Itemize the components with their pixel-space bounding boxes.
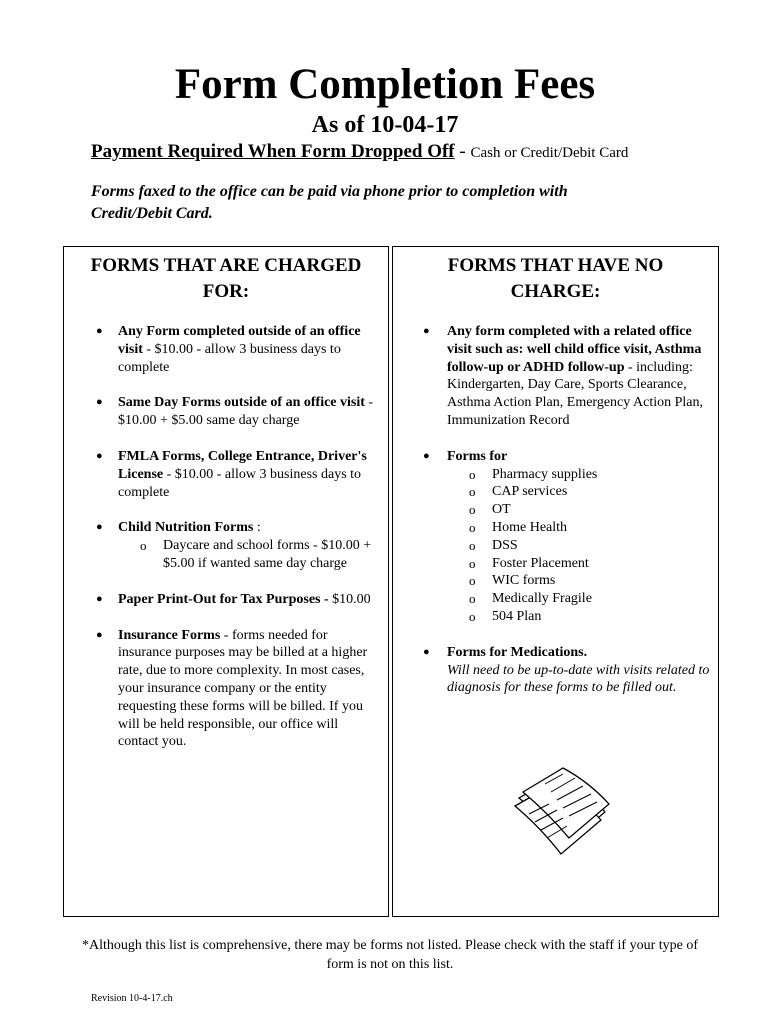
sub-list-item: o DSS <box>447 537 712 555</box>
item-title: Child Nutrition Forms <box>118 520 254 536</box>
item-title: Forms for Medications. <box>447 644 588 660</box>
list-item <box>64 394 388 430</box>
item-title: Any Form completed outside of an office visit <box>118 324 361 357</box>
item-title: Any form completed with a related office visit such as: well child office visit, Asthma follow-up or ADHD follow-up <box>447 324 702 375</box>
list-item <box>64 448 388 501</box>
item-text: : <box>253 520 261 536</box>
payment-methods: Cash or Credit/Debit Card <box>470 145 629 161</box>
sub-list-item: o Medically Fragile <box>447 590 712 608</box>
list-item <box>64 323 388 376</box>
list-item <box>64 627 388 752</box>
list-item <box>64 591 388 609</box>
sub-list-item: o Pharmacy supplies <box>447 466 712 484</box>
sub-list <box>118 537 380 573</box>
payment-separator: - <box>454 141 471 162</box>
charged-list <box>64 323 388 769</box>
list-item <box>393 644 718 697</box>
item-text: $10.00 <box>328 591 371 607</box>
item-text: - $10.00 + $5.00 same day charge <box>118 395 374 429</box>
revision-label: Revision 10-4-17.ch <box>91 993 173 1004</box>
faxed-forms-note: Forms faxed to the office can be paid via phone prior to completion with Credit/Debit Card. <box>91 183 568 222</box>
item-text: - forms needed for insurance purposes may be billed at a higher rate, due to more complexity. In most cases, your insurance company or the entity requesting these forms will be billed. If you will be held responsible, our office will contact you. <box>118 627 368 750</box>
page-title: Form Completion Fees <box>174 61 596 108</box>
charged-forms-box <box>63 246 389 917</box>
no-charge-heading: FORMS THAT HAVE NO CHARGE: <box>447 255 664 302</box>
sub-list-item: o 504 Plan <box>447 608 712 626</box>
item-title: FMLA Forms, College Entrance, Driver's License <box>118 448 367 482</box>
as-of-date: As of 10-04-17 <box>311 112 459 138</box>
item-title: Forms for <box>447 448 508 464</box>
item-title: Paper Print-Out for Tax Purposes - <box>118 591 329 607</box>
sub-list-item: o Foster Placement <box>447 555 712 573</box>
item-text: - $10.00 - allow 3 business days to complete <box>118 341 341 375</box>
sub-list-item: o OT <box>447 501 712 519</box>
paper-stack-icon <box>505 760 615 860</box>
item-title: Insurance Forms <box>118 627 221 643</box>
sub-list-item: o WIC forms <box>447 572 712 590</box>
list-item <box>393 323 718 430</box>
footnote: *Although this list is comprehensive, there may be forms not listed. Please check with the staff if your type of form is not on this list. <box>82 938 698 972</box>
no-charge-list <box>393 323 718 715</box>
sub-list-item: o CAP services <box>447 483 712 501</box>
payment-required: Payment Required When Form Dropped Off <box>91 141 455 162</box>
sub-list-item: o Home Health <box>447 519 712 537</box>
item-title: Same Day Forms outside of an office visit <box>118 395 365 411</box>
item-text: - $10.00 - allow 3 business days to complete <box>118 466 362 500</box>
list-item <box>64 519 388 572</box>
sub-list <box>447 466 712 626</box>
sub-list-item: o Daycare and school forms - $10.00 + $5.00 if wanted same day charge <box>118 537 380 573</box>
item-note: Will need to be up-to-date with visits related to diagnosis for these forms to be filled out. <box>447 662 710 696</box>
charged-heading: FORMS THAT ARE CHARGED FOR: <box>90 255 362 302</box>
item-text: - including: Kindergarten, Day Care, Sports Clearance, Asthma Action Plan, Emergency Action Plan, Immunization Record <box>447 359 703 428</box>
list-item <box>393 448 718 626</box>
payment-line <box>91 140 628 165</box>
